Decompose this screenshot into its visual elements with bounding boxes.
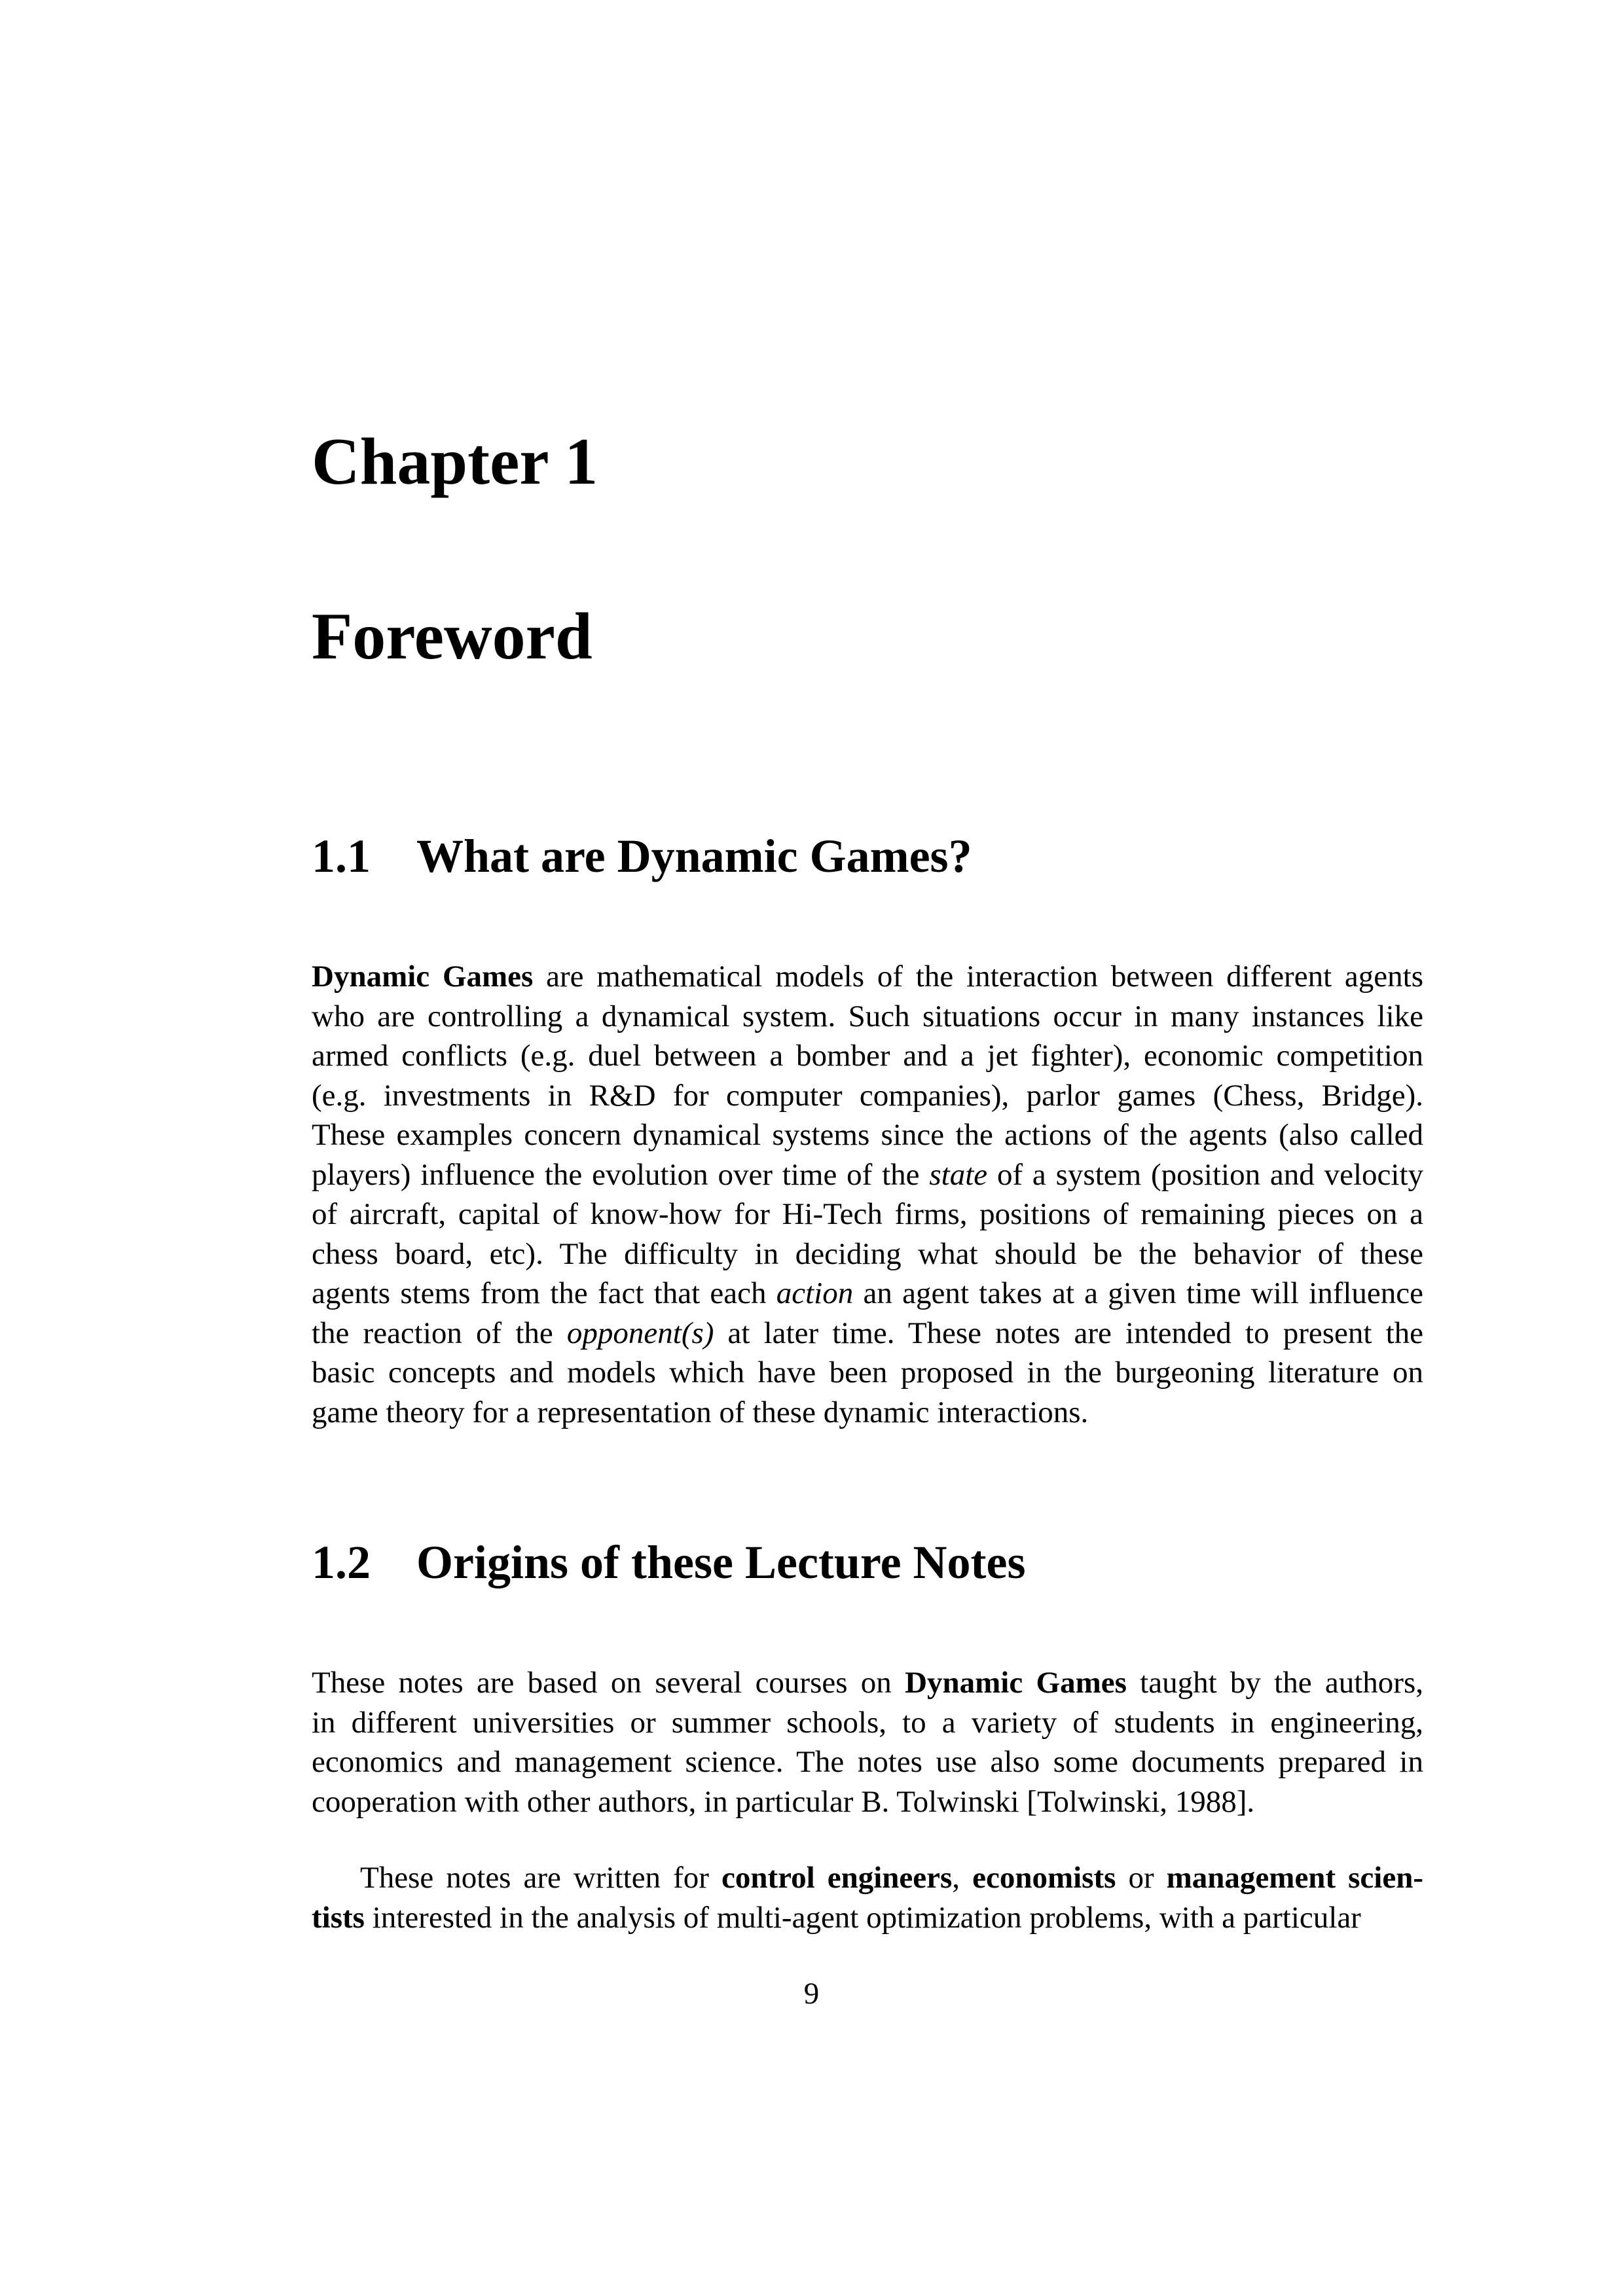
bold-text: tists: [312, 1900, 365, 1935]
italic-text: state: [929, 1157, 988, 1192]
text-line: [312, 957, 1423, 997]
paragraph-dynamic-games: [312, 957, 1423, 1432]
bold-text: control engineers: [721, 1861, 953, 1895]
section-heading-1-2: [312, 1536, 1026, 1588]
bold-text: Dynamic Games: [905, 1666, 1127, 1700]
text-run: of aircraft, capital of know-how for Hi-Tech firms, positions of remaining pieces on a: [312, 1197, 1423, 1231]
text-line: [312, 1194, 1423, 1234]
text-run: game theory for a representation of these dynamic interactions.: [312, 1395, 1089, 1429]
italic-text: action: [776, 1276, 854, 1310]
text-run: ,: [952, 1861, 973, 1895]
text-line: [312, 1353, 1423, 1393]
text-line: [312, 1274, 1423, 1314]
text-run: agents stems from the fact that each: [312, 1276, 776, 1310]
chapter-label: Chapter 1: [312, 425, 598, 499]
text-run: These examples concern dynamical systems since the actions of the agents (also called: [312, 1118, 1423, 1152]
text-line: [312, 1898, 1423, 1938]
text-run: economics and management science. The notes use also some documents prepared in: [312, 1745, 1423, 1779]
text-run: chess board, etc). The difficulty in deciding what should be the behavior of these: [312, 1236, 1423, 1271]
section-number: 1.2: [312, 1536, 371, 1588]
text-run: or: [1116, 1861, 1167, 1895]
text-run: are mathematical models of the interaction between different agents: [533, 960, 1423, 994]
text-run: in different universities or summer schools, to a variety of students in engineering,: [312, 1705, 1423, 1740]
section-title: What are Dynamic Games?: [416, 830, 972, 882]
text-run: interested in the analysis of multi-agent optimization problems, with a particular: [364, 1900, 1361, 1935]
text-run: armed conflicts (e.g. duel between a bomber and a jet fighter), economic competition: [312, 1039, 1423, 1073]
text-run: (e.g. investments in R&D for computer companies), parlor games (Chess, Bridge).: [312, 1078, 1423, 1113]
text-line: [312, 1782, 1423, 1822]
text-line: [312, 1036, 1423, 1076]
text-line: [312, 1858, 1423, 1898]
section-number: 1.1: [312, 830, 371, 882]
text-run: at later time. These notes are intended to present the: [714, 1316, 1424, 1350]
paragraph-origins: [312, 1663, 1423, 1821]
text-line: [312, 1234, 1423, 1274]
text-line: [312, 1155, 1423, 1195]
text-run: of a system (position and velocity: [987, 1157, 1423, 1192]
bold-text: management scien-: [1166, 1861, 1423, 1895]
text-run: These notes are written for: [360, 1861, 721, 1895]
text-run: players) influence the evolution over time of the: [312, 1157, 930, 1192]
text-line: [312, 1115, 1423, 1155]
text-run: cooperation with other authors, in particular B. Tolwinski [Tolwinski, 1988].: [312, 1784, 1255, 1819]
page-number: 9: [803, 1977, 820, 2011]
text-line: [312, 1703, 1423, 1743]
text-run: an agent takes at a given time will influence: [853, 1276, 1423, 1310]
text-line: [312, 997, 1423, 1037]
text-line: [312, 1314, 1423, 1354]
section-heading-1-1: [312, 830, 972, 882]
text-line: [312, 1076, 1423, 1116]
text-line: [312, 1663, 1423, 1703]
text-run: These notes are based on several courses on: [312, 1666, 905, 1700]
text-run: basic concepts and models which have been proposed in the burgeoning literature on: [312, 1355, 1423, 1390]
section-title: Origins of these Lecture Notes: [416, 1536, 1026, 1588]
chapter-title: Foreword: [312, 600, 593, 673]
paragraph-audience: [312, 1858, 1423, 1937]
text-line: [312, 1742, 1423, 1782]
bold-text: economists: [972, 1861, 1116, 1895]
text-run: taught by the authors,: [1126, 1666, 1423, 1700]
text-run: who are controlling a dynamical system. Such situations occur in many instances like: [312, 999, 1423, 1033]
italic-text: opponent(s): [566, 1316, 714, 1350]
bold-text: Dynamic Games: [312, 960, 534, 994]
text-run: the reaction of the: [312, 1316, 567, 1350]
text-line: [312, 1393, 1423, 1433]
